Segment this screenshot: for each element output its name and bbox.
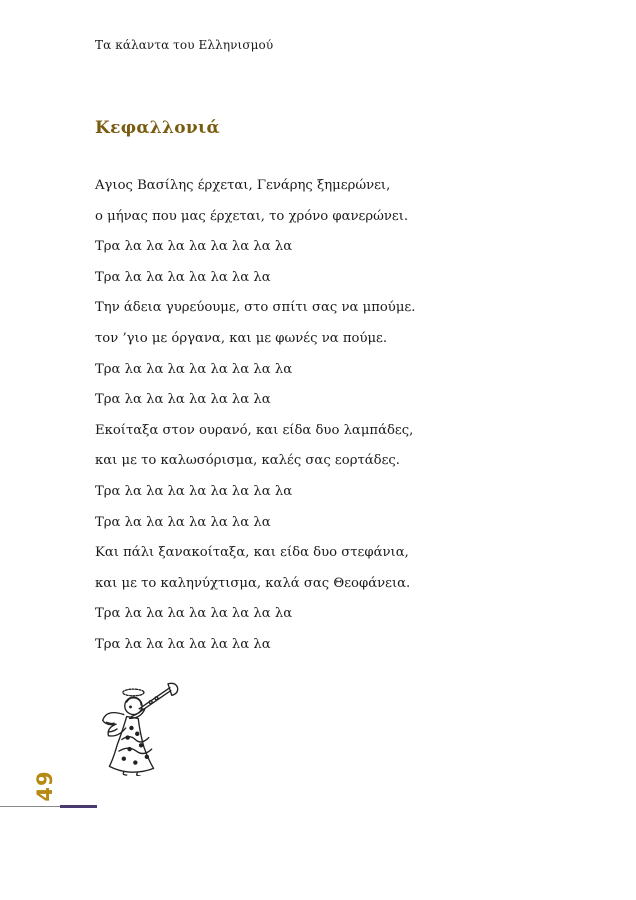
page-number: 49 [33, 770, 57, 802]
verse-line: και με το καληνύχτισμα, καλά σας Θεοφάνεια. [95, 575, 411, 591]
verse-line: τον ’γιο με όργανα, και με φωνές να πούμε. [95, 330, 388, 346]
verse-line: Αγιος Βασίλης έρχεται, Γενάρης ξημερώνει, [95, 178, 391, 193]
section-title: Κεφαλλονιά [95, 118, 220, 138]
verse-line: Τρα λα λα λα λα λα λα λα [95, 392, 271, 408]
carol-lyrics [95, 177, 415, 667]
verse-line: ο μήνας που μας έρχεται, το χρόνο φανερώνει. [95, 208, 409, 224]
verse-line: Την άδεια γυρεύουμε, στο σπίτι σας να μπούμε. [95, 300, 416, 316]
verse-line: Τρα λα λα λα λα λα λα λα λα [95, 239, 293, 255]
running-header: Τα κάλαντα του Ελληνισμού [95, 38, 274, 52]
verse-line: Εκοίταξα στον ουρανό, και είδα δυο λαμπάδες, [95, 422, 414, 438]
verse-line: Τρα λα λα λα λα λα λα λα [95, 636, 271, 652]
verse-line: Τρα λα λα λα λα λα λα λα [95, 514, 271, 530]
verse-line: Και πάλι ξανακοίταξα, και είδα δυο στεφάνια, [95, 545, 409, 561]
verse-line: Τρα λα λα λα λα λα λα λα λα [95, 483, 293, 499]
verse-line: και με το καλωσόρισμα, καλές σας εορτάδες. [95, 453, 400, 469]
footer-accent-bar [60, 805, 97, 808]
verse-line: Τρα λα λα λα λα λα λα λα λα [95, 361, 293, 377]
verse-line: Τρα λα λα λα λα λα λα λα [95, 269, 271, 285]
angel-with-trumpet-icon [95, 680, 191, 776]
footer-rule [0, 806, 60, 807]
verse-line: Τρα λα λα λα λα λα λα λα λα [95, 606, 293, 622]
